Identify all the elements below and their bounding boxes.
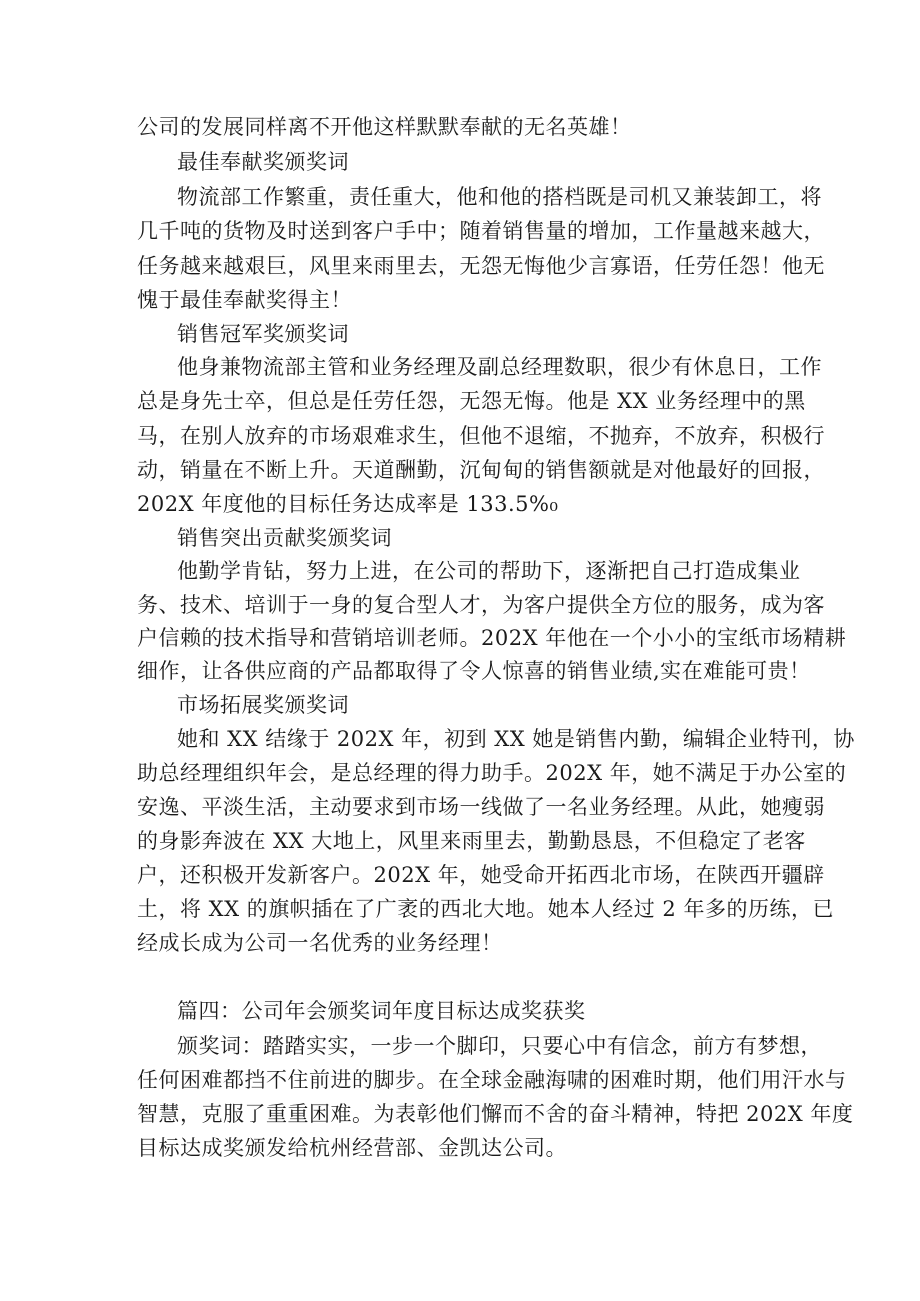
body-line: 愧于最佳奉献奖得主！	[137, 288, 352, 312]
body-line: 土，将 XX 的旗帜插在了广袤的西北大地。她本人经过 2 年多的历练，已	[137, 897, 834, 921]
body-line: 任务越来越艰巨，风里来雨里去，无怨无悔他少言寡语，任劳任怨！他无	[137, 254, 825, 278]
body-line: 她和 XX 结缘于 202X 年，初到 XX 她是销售内勤，编辑企业特刊，协	[177, 727, 855, 751]
body-line: 动，销量在不断上升。天道酬勤，沉甸甸的销售额就是对他最好的回报，	[137, 458, 825, 482]
body-line: 经成长成为公司一名优秀的业务经理！	[137, 931, 503, 955]
body-line: 任何困难都挡不住前进的脚步。在全球金融海啸的困难时期，他们用汗水与	[137, 1068, 847, 1092]
body-line: 户，还积极开发新客户。202X 年，她受命开拓西北市场，在陕西开疆辟	[137, 863, 825, 887]
body-line: 务、技术、培训于一身的复合型人才，为客户提供全方位的服务，成为客	[137, 593, 825, 617]
body-line: 202X 年度他的目标任务达成率是 133.5%₀	[137, 492, 559, 516]
body-line: 细作，让各供应商的产品都取得了令人惊喜的销售业绩,实在难能可贵！	[137, 659, 811, 683]
body-line: 物流部工作繁重，责任重大，他和他的搭档既是司机又兼装卸工，将	[177, 185, 822, 209]
body-line: 颁奖词：踏踏实实，一步一个脚印，只要心中有信念，前方有梦想，	[177, 1034, 822, 1058]
body-line: 总是身先士卒，但总是任劳任怨，无怨无悔。他是 XX 业务经理中的黑	[137, 389, 806, 413]
body-line: 户信赖的技术指导和营销培训老师。202X 年他在一个小小的宝纸市场精耕	[137, 626, 847, 650]
body-line: 智慧，克服了重重困难。为表彰他们懈而不舍的奋斗精神，特把 202X 年度	[137, 1102, 854, 1126]
body-line: 助总经理组织年会，是总经理的得力助手。202X 年，她不满足于办公室的	[137, 761, 847, 785]
body-line: 几千吨的货物及时送到客户手中；随着销售量的增加，工作量越来越大，	[137, 219, 825, 243]
section-heading: 市场拓展奖颁奖词	[177, 693, 349, 717]
body-line: 公司的发展同样离不开他这样默默奉献的无名英雄！	[137, 115, 632, 139]
body-line: 他勤学肯钻，努力上进，在公司的帮助下，逐渐把自己打造成集业	[177, 559, 801, 583]
body-line: 目标达成奖颁发给杭州经营部、金凯达公司。	[137, 1136, 567, 1160]
body-line: 的身影奔波在 XX 大地上，风里来雨里去，勤勤恳恳，不但稳定了老客	[137, 829, 806, 853]
section-heading: 销售冠军奖颁奖词	[177, 322, 349, 346]
body-line: 马，在别人放弃的市场艰难求生，但他不退缩，不抛弃，不放弃，积极行	[137, 424, 825, 448]
section-heading: 销售突出贡献奖颁奖词	[177, 526, 392, 550]
section-heading: 篇四：公司年会颁奖词年度目标达成奖获奖	[177, 999, 586, 1023]
section-heading: 最佳奉献奖颁奖词	[177, 150, 349, 174]
body-line: 他身兼物流部主管和业务经理及副总经理数职，很少有休息日，工作	[177, 355, 822, 379]
body-line: 安逸、平淡生活，主动要求到市场一线做了一名业务经理。从此，她瘦弱	[137, 795, 825, 819]
